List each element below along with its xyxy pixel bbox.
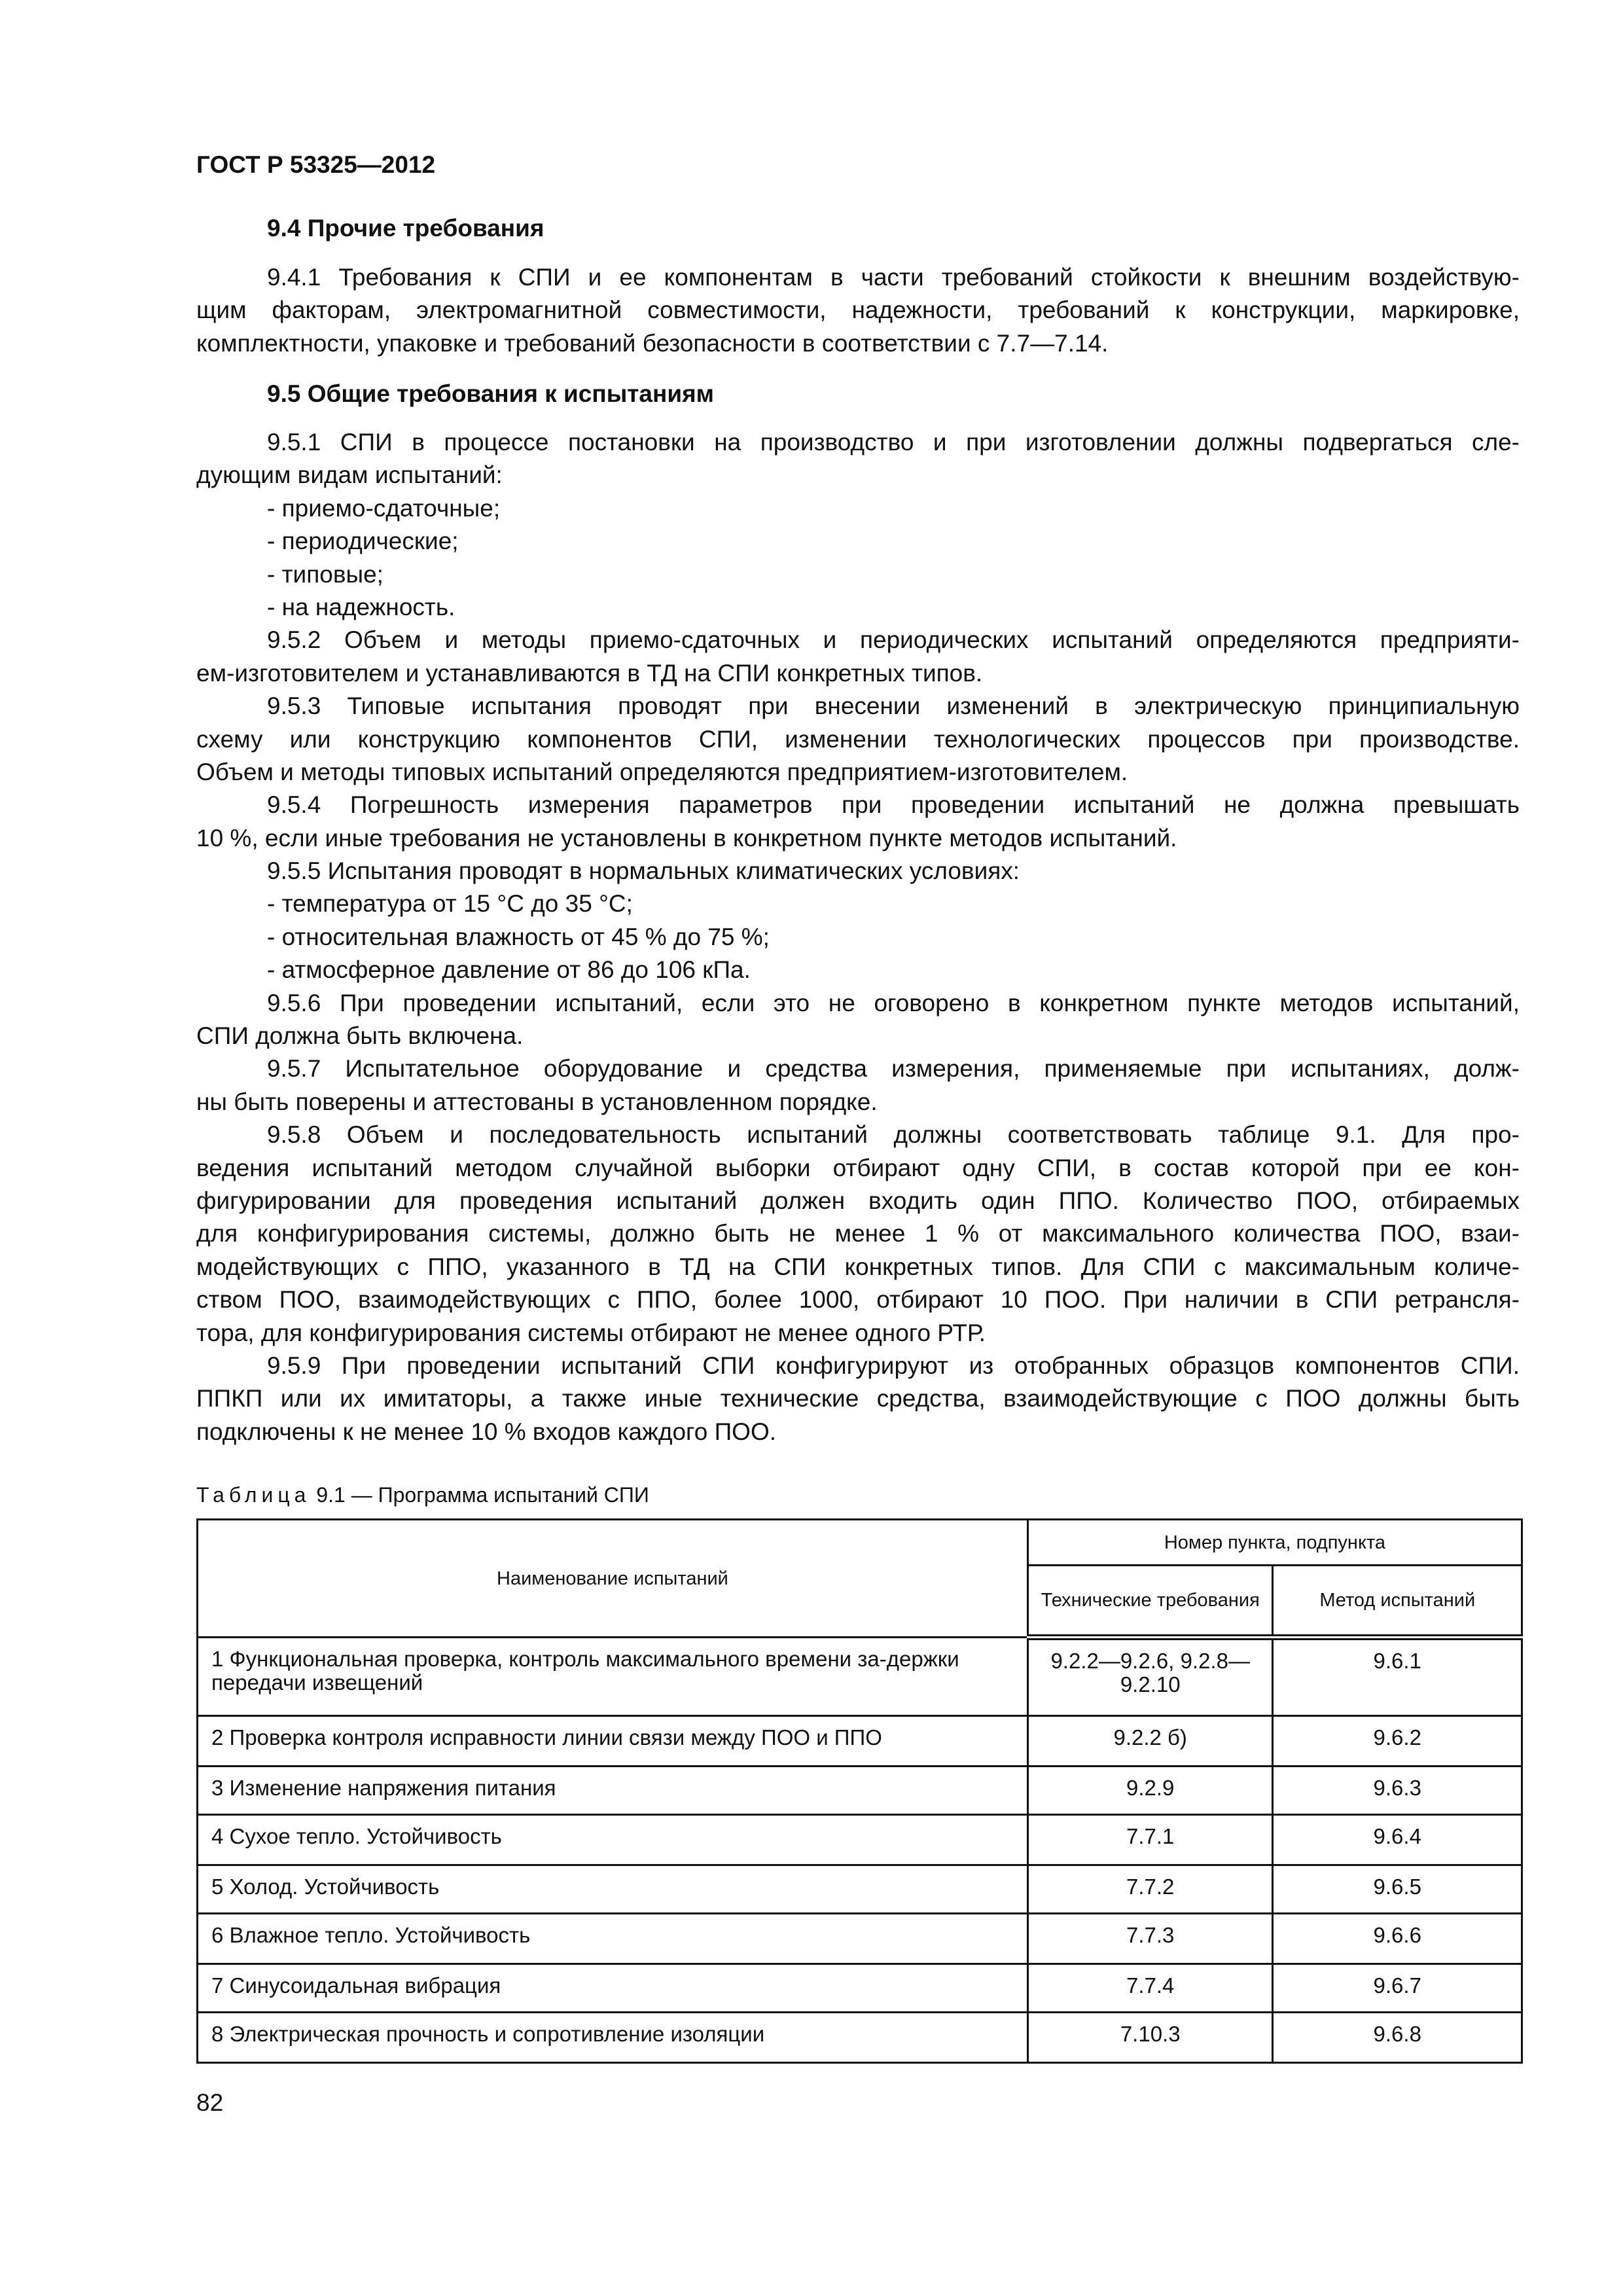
- section-9-4-title: 9.4 Прочие требования: [267, 215, 544, 242]
- header-technical-requirements: Технические требования: [1027, 1566, 1273, 1638]
- test-name-cell: 3 Изменение напряжения питания: [198, 1767, 1028, 1815]
- text-line: ны быть поверены и аттестованы в установленном порядке.: [196, 1088, 878, 1115]
- text-line: модействующих с ППО, указанного в ТД на СПИ конкретных типов. Для СПИ с максимальным количе-: [196, 1253, 1520, 1280]
- text-line: для конфигурирования системы, должно быть не менее 1 % от максимального количества ПОО, взаи-: [196, 1220, 1520, 1247]
- text-line: 9.5.8 Объем и последовательность испытаний должны соответствовать таблице 9.1. Для про-: [267, 1121, 1520, 1149]
- technical-requirements-cell: 7.10.3: [1027, 2013, 1273, 2063]
- header-test-method: Метод испытаний: [1273, 1566, 1522, 1638]
- table-row: [198, 1865, 1522, 1914]
- test-method-cell: 9.6.5: [1273, 1865, 1522, 1914]
- text-line: 9.5.5 Испытания проводят в нормальных климатических условиях:: [267, 857, 1020, 885]
- caption-text: 9.1 — Программа испытаний СПИ: [316, 1483, 649, 1507]
- text-line: ведения испытаний методом случайной выборки отбирают одну СПИ, в состав которой при ее кон-: [196, 1154, 1520, 1181]
- text-line: дующим видам испытаний:: [196, 461, 503, 489]
- technical-requirements-cell: 7.7.3: [1027, 1914, 1273, 1964]
- test-name-cell: 5 Холод. Устойчивость: [198, 1865, 1028, 1914]
- technical-requirements-cell: 7.7.4: [1027, 1964, 1273, 2013]
- text-line: 9.5.4 Погрешность измерения параметров при проведении испытаний не должна превышать: [267, 791, 1520, 819]
- technical-requirements-cell: 7.7.1: [1027, 1815, 1273, 1865]
- text-line: комплектности, упаковке и требований безопасности в соответствии с 7.7—7.14.: [196, 329, 1109, 357]
- test-method-cell: 9.6.4: [1273, 1815, 1522, 1865]
- table-row: [198, 1815, 1522, 1865]
- text-line: 9.4.1 Требования к СПИ и ее компонентам в части требований стойкости к внешним воздействую-: [267, 264, 1520, 291]
- test-program-table: [196, 1518, 1523, 2064]
- test-method-cell: 9.6.1: [1273, 1638, 1522, 1716]
- text-line: подключены к не менее 10 % входов каждого ПОО.: [196, 1418, 777, 1445]
- table-row: [198, 1914, 1522, 1964]
- table-row: [198, 2013, 1522, 2063]
- test-method-cell: 9.6.8: [1273, 2013, 1522, 2063]
- test-name-cell: 4 Сухое тепло. Устойчивость: [198, 1815, 1028, 1865]
- text-line: ем-изготовителем и устанавливаются в ТД на СПИ конкретных типов.: [196, 659, 983, 687]
- text-line: 9.5.7 Испытательное оборудование и средства измерения, применяемые при испытаниях, долж-: [267, 1055, 1520, 1083]
- table-caption: [196, 1479, 649, 1511]
- text-line: 9.5.3 Типовые испытания проводят при внесении изменений в электрическую принципиальную: [267, 692, 1520, 720]
- technical-requirements-cell: 9.2.9: [1027, 1767, 1273, 1815]
- list-item: - относительная влажность от 45 % до 75 %;: [267, 923, 770, 950]
- test-name-cell: 7 Синусоидальная вибрация: [198, 1964, 1028, 2013]
- text-line: ством ПОО, взаимодействующих с ППО, более 1000, отбирают 10 ПОО. При наличии в СПИ ретрансля-: [196, 1286, 1520, 1314]
- technical-requirements-cell: 9.2.2 б): [1027, 1716, 1273, 1767]
- table-row: [198, 1638, 1522, 1716]
- text-line: схему или конструкцию компонентов СПИ, изменении технологических процессов при производстве.: [196, 725, 1520, 753]
- text-line: Объем и методы типовых испытаний определяются предприятием-изготовителем.: [196, 758, 1128, 785]
- text-line: 9.5.1 СПИ в процессе постановки на производство и при изготовлении должны подвергаться сле-: [267, 429, 1520, 456]
- header-clause-number: Номер пункта, подпункта: [1027, 1520, 1522, 1566]
- list-item: - температура от 15 °С до 35 °С;: [267, 890, 633, 918]
- table-row: [198, 1716, 1522, 1767]
- text-line: фигурировании для проведения испытаний должен входить один ППО. Количество ПОО, отбираемых: [196, 1187, 1520, 1214]
- text-line: 9.5.2 Объем и методы приемо-сдаточных и периодических испытаний определяются предприяти-: [267, 626, 1520, 654]
- test-name-cell: 6 Влажное тепло. Устойчивость: [198, 1914, 1028, 1964]
- test-method-cell: 9.6.3: [1273, 1767, 1522, 1815]
- list-item: - приемо-сдаточные;: [267, 494, 501, 522]
- test-method-cell: 9.6.6: [1273, 1914, 1522, 1964]
- text-line: 9.5.9 При проведении испытаний СПИ конфигурируют из отобранных образцов компонентов СПИ.: [267, 1352, 1520, 1379]
- list-item: - на надежность.: [267, 593, 455, 620]
- test-name-cell: 1 Функциональная проверка, контроль максимального времени за-держки передачи извещений: [198, 1638, 1028, 1716]
- table-row: [198, 1767, 1522, 1815]
- test-name-cell: 8 Электрическая прочность и сопротивление изоляции: [198, 2013, 1028, 2063]
- document-header: ГОСТ Р 53325—2012: [196, 151, 436, 178]
- text-line: ППКП или их имитаторы, а также иные технические средства, взаимодействующие с ПОО должны быть: [196, 1385, 1520, 1412]
- header-test-name: Наименование испытаний: [198, 1520, 1028, 1638]
- paragraph-9-4-1: [196, 261, 1520, 360]
- page-number: 82: [196, 2089, 224, 2116]
- text-line: СПИ должна быть включена.: [196, 1022, 524, 1050]
- section-9-5-title: 9.5 Общие требования к испытаниям: [267, 380, 715, 407]
- technical-requirements-cell: 7.7.2: [1027, 1865, 1273, 1914]
- text-line: щим факторам, электромагнитной совместимости, надежности, требований к конструкции, маркировке,: [196, 296, 1520, 324]
- caption-label: Таблица: [196, 1483, 311, 1507]
- test-method-cell: 9.6.2: [1273, 1716, 1522, 1767]
- technical-requirements-cell: 9.2.2—9.2.6, 9.2.8—9.2.10: [1027, 1638, 1273, 1716]
- list-item: - атмосферное давление от 86 до 106 кПа.: [267, 956, 751, 984]
- text-line: 9.5.6 При проведении испытаний, если это не оговорено в конкретном пункте методов испытаний,: [267, 989, 1520, 1016]
- section-9-5-body: [196, 426, 1520, 1448]
- list-item: - периодические;: [267, 528, 459, 555]
- test-name-cell: 2 Проверка контроля исправности линии связи между ПОО и ППО: [198, 1716, 1028, 1767]
- list-item: - типовые;: [267, 560, 383, 588]
- text-line: 10 %, если иные требования не установлены в конкретном пункте методов испытаний.: [196, 824, 1177, 852]
- text-line: тора, для конфигурирования системы отбирают не менее одного РТР.: [196, 1319, 986, 1346]
- test-method-cell: 9.6.7: [1273, 1964, 1522, 2013]
- table-row: [198, 1964, 1522, 2013]
